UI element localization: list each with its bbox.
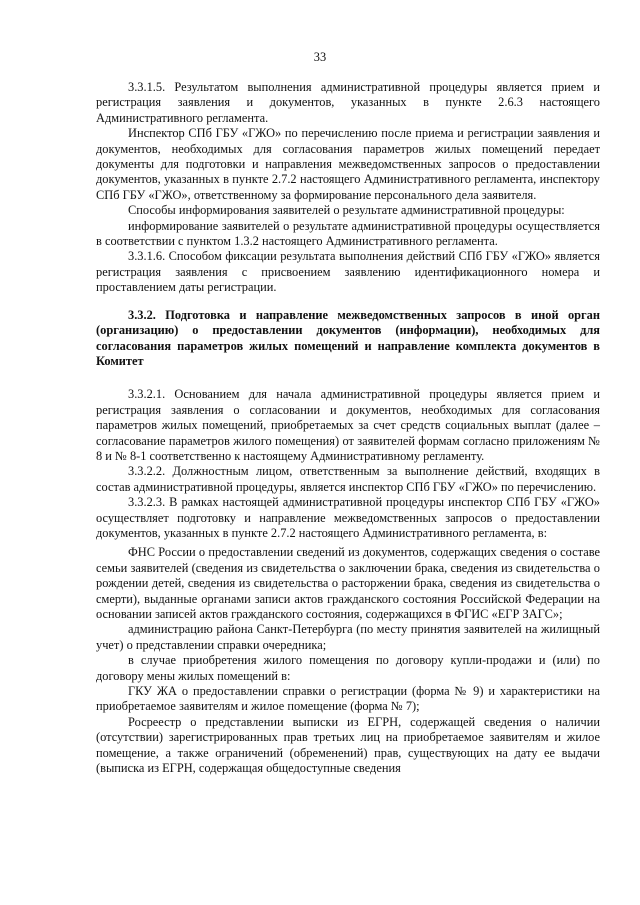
paragraph: информирование заявителей о результате административной процедуры осуществляется в соответствии с пунктом 1.3.2 настоящего Административного регламента.: [96, 218, 600, 249]
paragraph: Росреестр о представлении выписки из ЕГРН, содержащей сведения о наличии (отсутствии) зарегистрированных прав третьих лиц на приобретаемое заявителям и жилое помещение, а также ограничений (обременений) прав, существующих на дату ее выдачи (выписка из ЕГРН, содержащая общедоступные сведения: [96, 714, 600, 776]
paragraph: 3.3.2.2. Должностным лицом, ответственным за выполнение действий, входящих в состав административной процедуры, является инспектор СПб ГБУ «ГЖО» по перечислению.: [96, 464, 600, 494]
paragraph: в случае приобретения жилого помещения по договору купли-продажи и (или) по договору мены жилых помещений в:: [96, 653, 600, 683]
paragraph: 3.3.2.1. Основанием для начала административной процедуры является прием и регистрация заявления о согласовании и документов, необходимых для согласования параметров жилых помещений, приобретаемых за счет средств социальных выплат (далее – согласование параметров жилого помещения) от заявителей формам согласно приложениям № 8 и № 8-1 соответственно к настоящему Административному регламенту.: [96, 387, 600, 463]
paragraph: Способы информирования заявителей о результате административной процедуры:: [128, 203, 565, 218]
paragraph: 3.3.1.6. Способом фиксации результата выполнения действий СПб ГБУ «ГЖО» является регистрация заявления с присвоением заявлению идентификационного номера и проставлением даты регистрации.: [96, 249, 600, 295]
section-heading: 3.3.2. Подготовка и направление межведомственных запросов в иной орган (организацию) о предоставлении документов (информации), необходимых для согласования параметров жилых помещений и направление комплекта документов в Комитет: [96, 307, 600, 368]
page-number: 33: [313, 50, 327, 64]
paragraph: 3.3.1.5. Результатом выполнения административной процедуры является прием и регистрация заявления и документов, указанных в пункте 2.6.3 настоящего Административного регламента.: [96, 80, 600, 125]
paragraph: ГКУ ЖА о предоставлении справки о регистрации (форма № 9) и характеристики на приобретаемое заявителям и жилое помещение (форма № 7);: [96, 684, 600, 714]
paragraph: ФНС России о предоставлении сведений из документов, содержащих сведения о составе семьи заявителей (сведения из свидетельства о заключении брака, сведения из свидетельства о рождении детей, сведения из свидетельства о расторжении брака, сведения из свидетельства о смерти), выданные органами записи актов гражданского состояния Российской Федерации на основании записей актов гражданского состояния, содержащихся в ФГИС «ЕГР ЗАГС»;: [96, 545, 600, 621]
paragraph: 3.3.2.3. В рамках настоящей административной процедуры инспектор СПб ГБУ «ГЖО» осуществляет подготовку и направление межведомственных запросов о предоставлении документов, указанных в пункте 2.7.2 настоящего Административного регламента, в:: [96, 495, 600, 540]
spacer: [96, 369, 600, 387]
paragraph: Инспектор СПб ГБУ «ГЖО» по перечислению после приема и регистрации заявления и документов, необходимых для согласования параметров жилых помещений передает документы для подготовки и направления межведомственных запросов о предоставлении документов, указанных в пункте 2.7.2 настоящего Административного регламента, инспектору СПб ГБУ «ГЖО», ответственному за формирование персонального дела заявителя.: [96, 126, 600, 202]
page-content: [96, 80, 600, 776]
paragraph: администрацию района Санкт-Петербурга (по месту принятия заявителей на жилищный учет) о представлении справки очередника;: [96, 622, 600, 652]
